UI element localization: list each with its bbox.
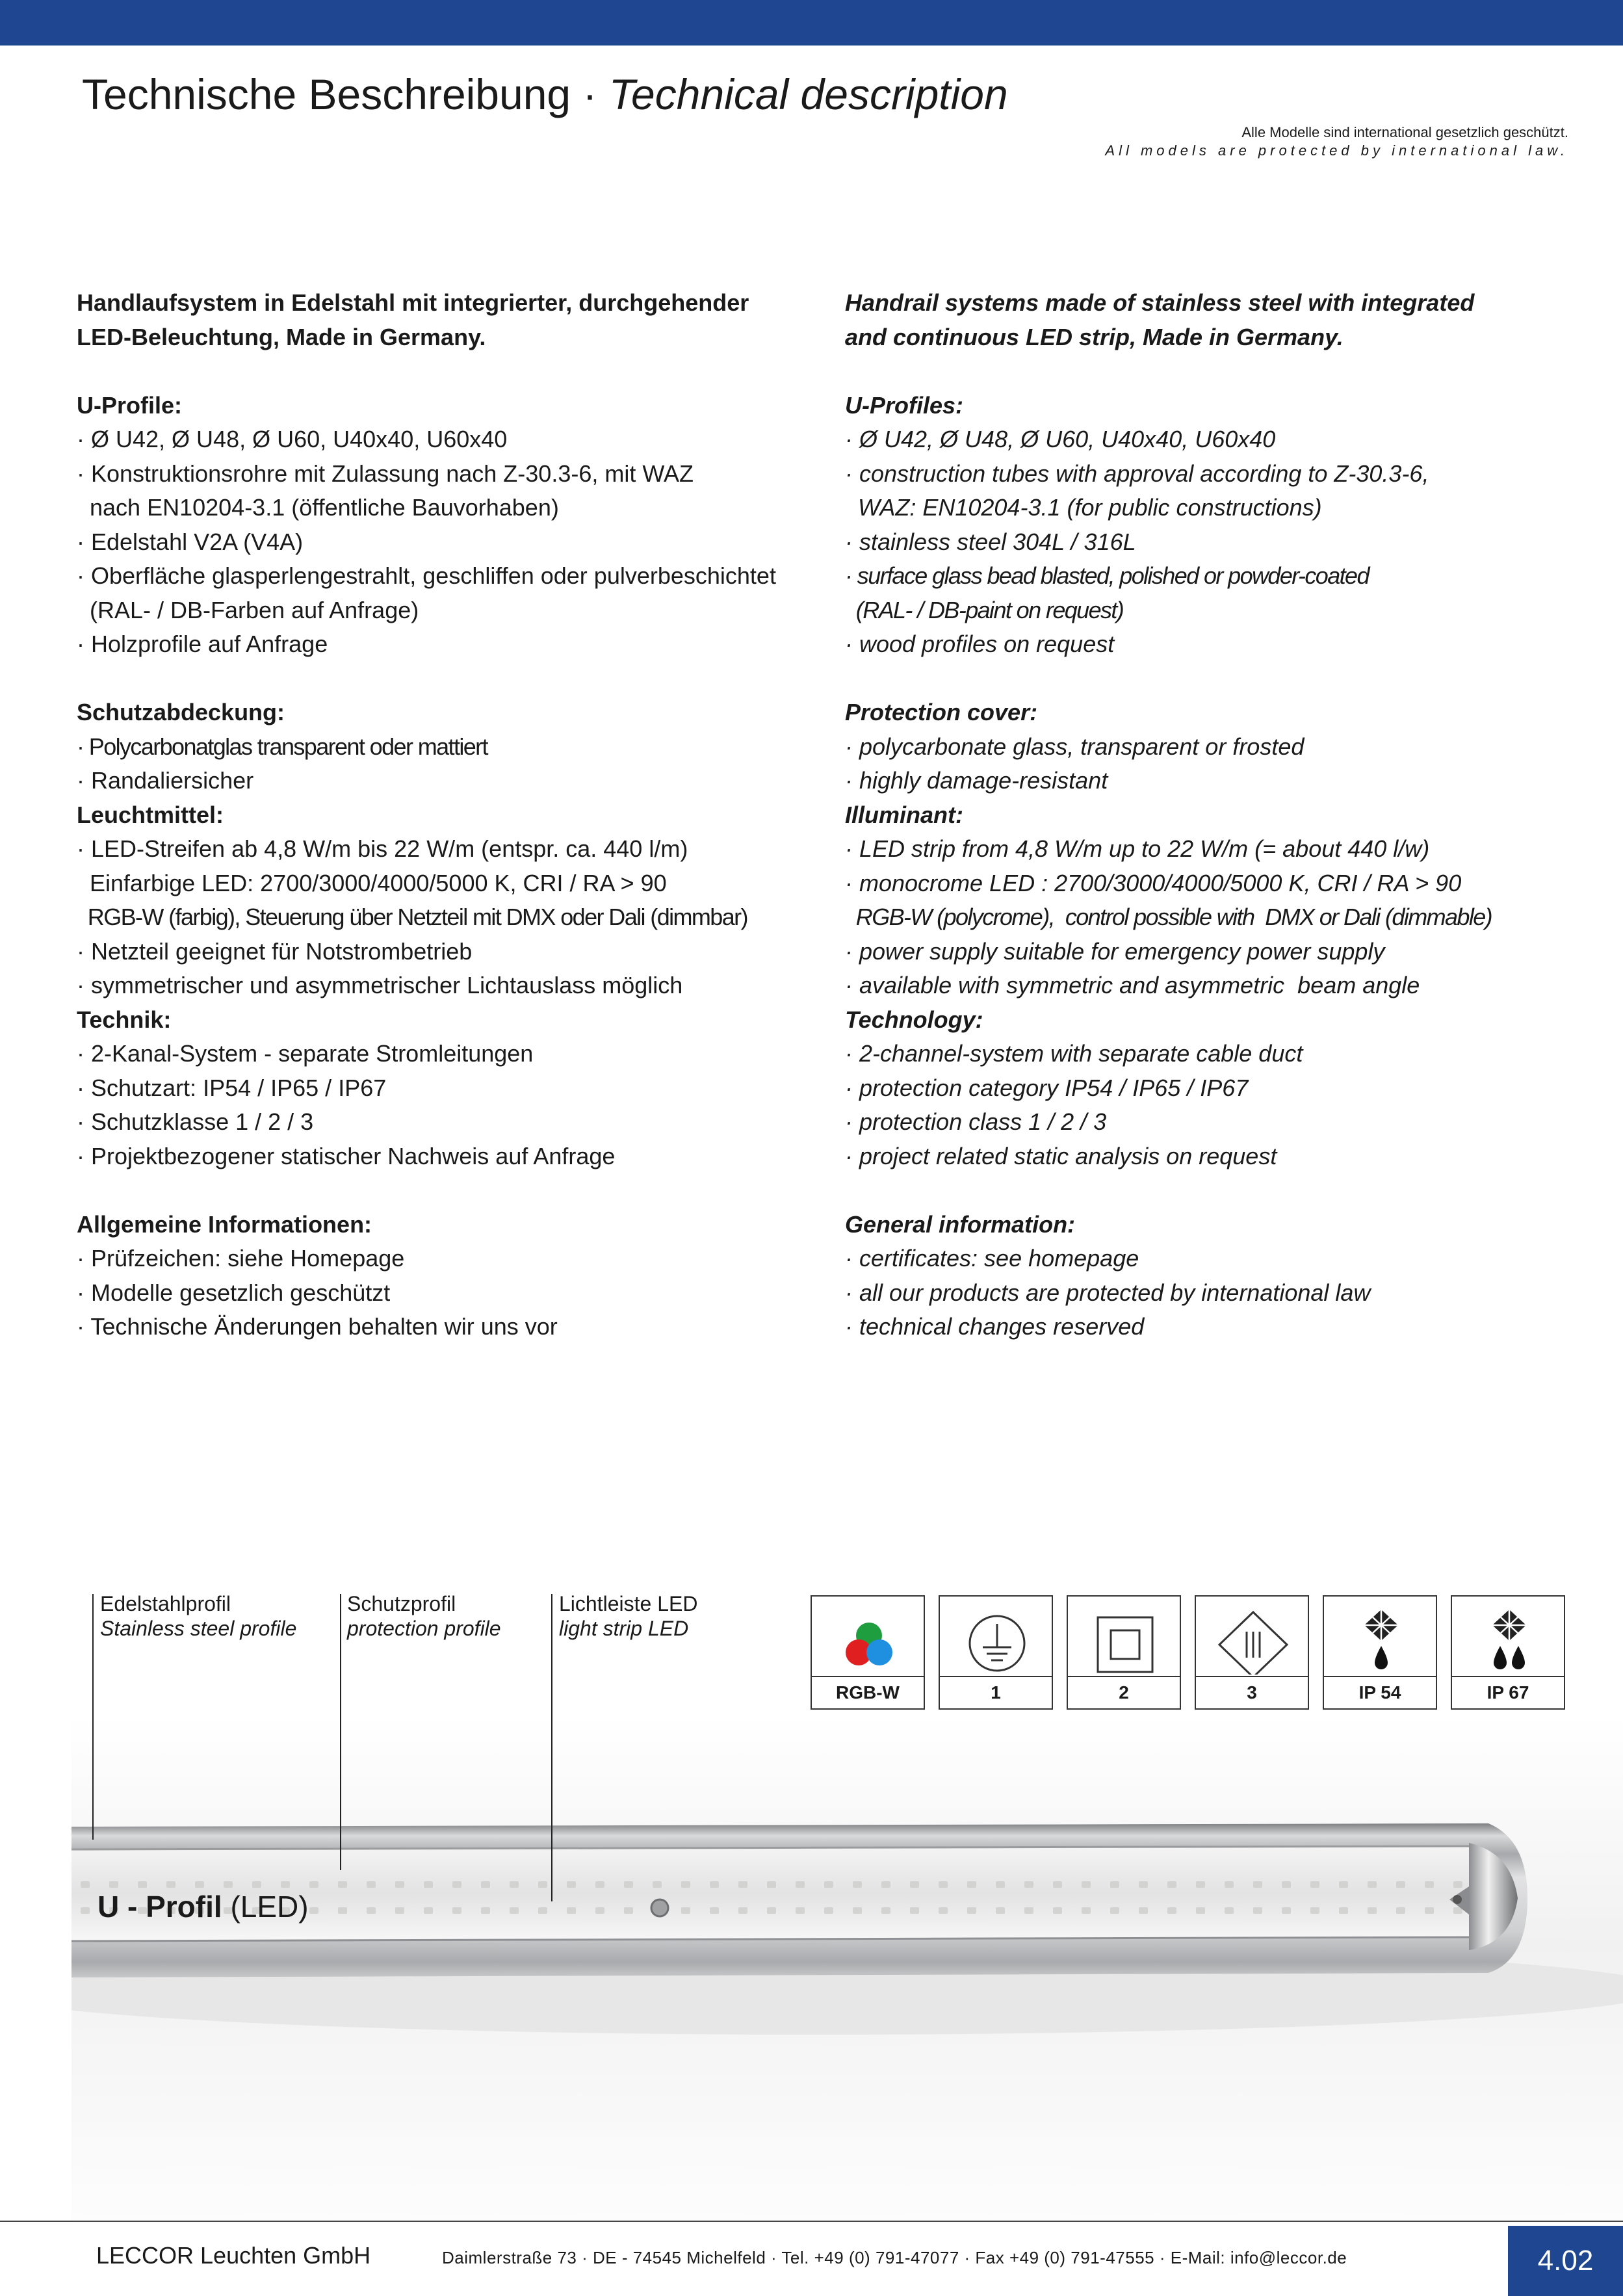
dust-immersion-icon [1452, 1610, 1566, 1675]
product-name [97, 1888, 309, 1925]
list-item: · highly damage-resistant [845, 767, 1108, 794]
callout-leader-line [92, 1594, 94, 1840]
badge-label: RGB-W [836, 1682, 900, 1702]
legal-en: All models are protected by international law. [1105, 142, 1568, 159]
list-item: · all our products are protected by international law [845, 1279, 1371, 1306]
section-heading: Leuchtmittel: [77, 801, 224, 828]
list-item: · Randaliersicher [77, 767, 254, 794]
top-brand-bar [0, 0, 1623, 46]
list-item: (RAL- / DB-Farben auf Anfrage) [77, 596, 419, 623]
title-de: Technische Beschreibung · [82, 70, 609, 118]
badge-label: IP 67 [1487, 1682, 1529, 1702]
intro-line: Handlaufsystem in Edelstahl mit integrierter, durchgehender [77, 289, 749, 316]
list-item: · Schutzklasse 1 / 2 / 3 [77, 1108, 314, 1135]
callout-en: Stainless steel profile [100, 1617, 297, 1640]
callout-de: Lichtleiste LED [559, 1592, 698, 1615]
list-item: · surface glass bead blasted, polished or powder-coated [845, 562, 1369, 589]
section-heading: U-Profile: [77, 391, 182, 419]
product-photo [71, 1716, 1623, 2223]
list-item: nach EN10204-3.1 (öffentliche Bauvorhaben) [77, 494, 559, 521]
badge-class-3 [1195, 1595, 1309, 1710]
list-item: · Modelle gesetzlich geschützt [77, 1279, 391, 1306]
product-name-bold: U - Profil [97, 1890, 222, 1924]
badge-label: 3 [1247, 1682, 1257, 1702]
intro-line: and continuous LED strip, Made in Germany. [845, 323, 1344, 350]
list-item: · construction tubes with approval according to Z-30.3-6, [845, 460, 1429, 487]
legal-notice [1105, 124, 1568, 160]
list-item: · Netzteil geeignet für Notstrombetrieb [77, 937, 473, 965]
badge-class-1 [939, 1595, 1053, 1710]
callout-leader-line [340, 1594, 341, 1870]
legal-de: Alle Modelle sind international gesetzlich geschützt. [1241, 124, 1568, 140]
callout-de: Edelstahlprofil [100, 1592, 231, 1615]
badge-divider [940, 1676, 1052, 1677]
list-item: · project related static analysis on request [845, 1142, 1277, 1169]
list-item: Einfarbige LED: 2700/3000/4000/5000 K, CRI / RA > 90 [77, 869, 667, 896]
dust-splash-icon [1324, 1610, 1438, 1675]
list-item: · Projektbezogener statischer Nachweis auf Anfrage [77, 1142, 616, 1169]
badge-divider [1196, 1676, 1308, 1677]
badge-divider [1324, 1676, 1436, 1677]
rgb-circles-icon [812, 1610, 926, 1675]
list-item: · Prüfzeichen: siehe Homepage [77, 1245, 405, 1272]
section-heading: U-Profiles: [845, 391, 964, 419]
protective-earth-icon [940, 1610, 1054, 1675]
callout-light-strip [559, 1591, 697, 1641]
list-item: · technical changes reserved [845, 1313, 1145, 1340]
list-item: · stainless steel 304L / 316L [845, 528, 1136, 555]
list-item: (RAL- / DB-paint on request) [845, 596, 1124, 623]
list-item: · Ø U42, Ø U48, Ø U60, U40x40, U60x40 [845, 426, 1276, 452]
badge-label: IP 54 [1358, 1682, 1401, 1702]
list-item: · 2-Kanal-System - separate Stromleitungen [77, 1040, 534, 1067]
badge-divider [1452, 1676, 1564, 1677]
list-item: · symmetrischer und asymmetrischer Lichtauslass möglich [77, 972, 683, 998]
callout-leader-line [551, 1594, 552, 1901]
list-item: · protection class 1 / 2 / 3 [845, 1108, 1107, 1135]
list-item: · Holzprofile auf Anfrage [77, 631, 328, 657]
callout-protection-profile [347, 1591, 501, 1641]
callout-en: light strip LED [559, 1617, 689, 1640]
badge-label: 2 [1119, 1682, 1129, 1702]
list-item: · 2-channel-system with separate cable duct [845, 1040, 1303, 1067]
list-item: · Polycarbonatglas transparent oder mattiert [77, 733, 487, 760]
list-item: · Oberfläche glasperlengestrahlt, geschliffen oder pulverbeschichtet [77, 562, 776, 589]
badge-divider [1068, 1676, 1180, 1677]
badge-divider [812, 1676, 924, 1677]
callout-en: protection profile [347, 1617, 501, 1640]
list-item: · polycarbonate glass, transparent or frosted [845, 733, 1305, 760]
list-item: RGB-W (polycrome), control possible with DMX or Dali (dimmable) [845, 904, 1492, 930]
list-item: · power supply suitable for emergency power supply [845, 937, 1385, 965]
list-item: RGB-W (farbig), Steuerung über Netzteil mit DMX oder Dali (dimmbar) [77, 904, 747, 930]
footer-rule [0, 2221, 1623, 2222]
page-number: 4.02 [1508, 2226, 1623, 2296]
section-heading: Technik: [77, 1006, 172, 1033]
list-item: · Ø U42, Ø U48, Ø U60, U40x40, U60x40 [77, 426, 508, 452]
footer-address: Daimlerstraße 73 · DE - 74545 Michelfeld · Tel. +49 (0) 791-47077 · Fax +49 (0) 791-47555 · E-Mail: info@leccor.de [442, 2248, 1347, 2267]
list-item: WAZ: EN10204-3.1 (for public constructions) [845, 494, 1322, 521]
badge-rgbw [811, 1595, 925, 1710]
badge-class-2 [1067, 1595, 1181, 1710]
list-item: · certificates: see homepage [845, 1245, 1139, 1272]
intro-line: LED-Beleuchtung, Made in Germany. [77, 323, 486, 350]
section-heading: Allgemeine Informationen: [77, 1210, 372, 1238]
section-heading: Illuminant: [845, 801, 963, 828]
description-column-de [77, 286, 824, 1344]
title-en: Technical description [608, 70, 1008, 118]
section-heading: Schutzabdeckung: [77, 699, 285, 725]
list-item: · monocrome LED : 2700/3000/4000/5000 K, CRI / RA > 90 [845, 869, 1462, 896]
callout-de: Schutzprofil [347, 1592, 456, 1615]
list-item: · protection category IP54 / IP65 / IP67 [845, 1074, 1249, 1101]
description-column-en [845, 286, 1592, 1344]
footer-company: LECCOR Leuchten GmbH [96, 2242, 371, 2269]
list-item: · LED strip from 4,8 W/m up to 22 W/m (= about 440 l/w) [845, 835, 1430, 862]
callout-stainless-profile [100, 1591, 296, 1641]
product-name-suffix: (LED) [222, 1890, 309, 1924]
safety-low-voltage-icon [1196, 1610, 1310, 1675]
list-item: · Edelstahl V2A (V4A) [77, 528, 304, 555]
list-item: · LED-Streifen ab 4,8 W/m bis 22 W/m (entspr. ca. 440 l/m) [77, 835, 688, 862]
badge-ip54 [1323, 1595, 1437, 1710]
intro-line: Handrail systems made of stainless steel with integrated [845, 289, 1475, 316]
double-insulation-icon [1068, 1610, 1182, 1675]
list-item: · Schutzart: IP54 / IP65 / IP67 [77, 1074, 387, 1101]
list-item: · available with symmetric and asymmetric beam angle [845, 972, 1420, 998]
section-heading: Protection cover: [845, 699, 1038, 725]
section-heading: Technology: [845, 1006, 983, 1033]
badge-label: 1 [991, 1682, 1001, 1702]
list-item: · wood profiles on request [845, 631, 1115, 657]
badge-ip67 [1451, 1595, 1565, 1710]
page-title [82, 68, 1008, 120]
list-item: · Technische Änderungen behalten wir uns vor [77, 1313, 558, 1340]
list-item: · Konstruktionsrohre mit Zulassung nach Z-30.3-6, mit WAZ [77, 460, 694, 487]
section-heading: General information: [845, 1210, 1076, 1238]
